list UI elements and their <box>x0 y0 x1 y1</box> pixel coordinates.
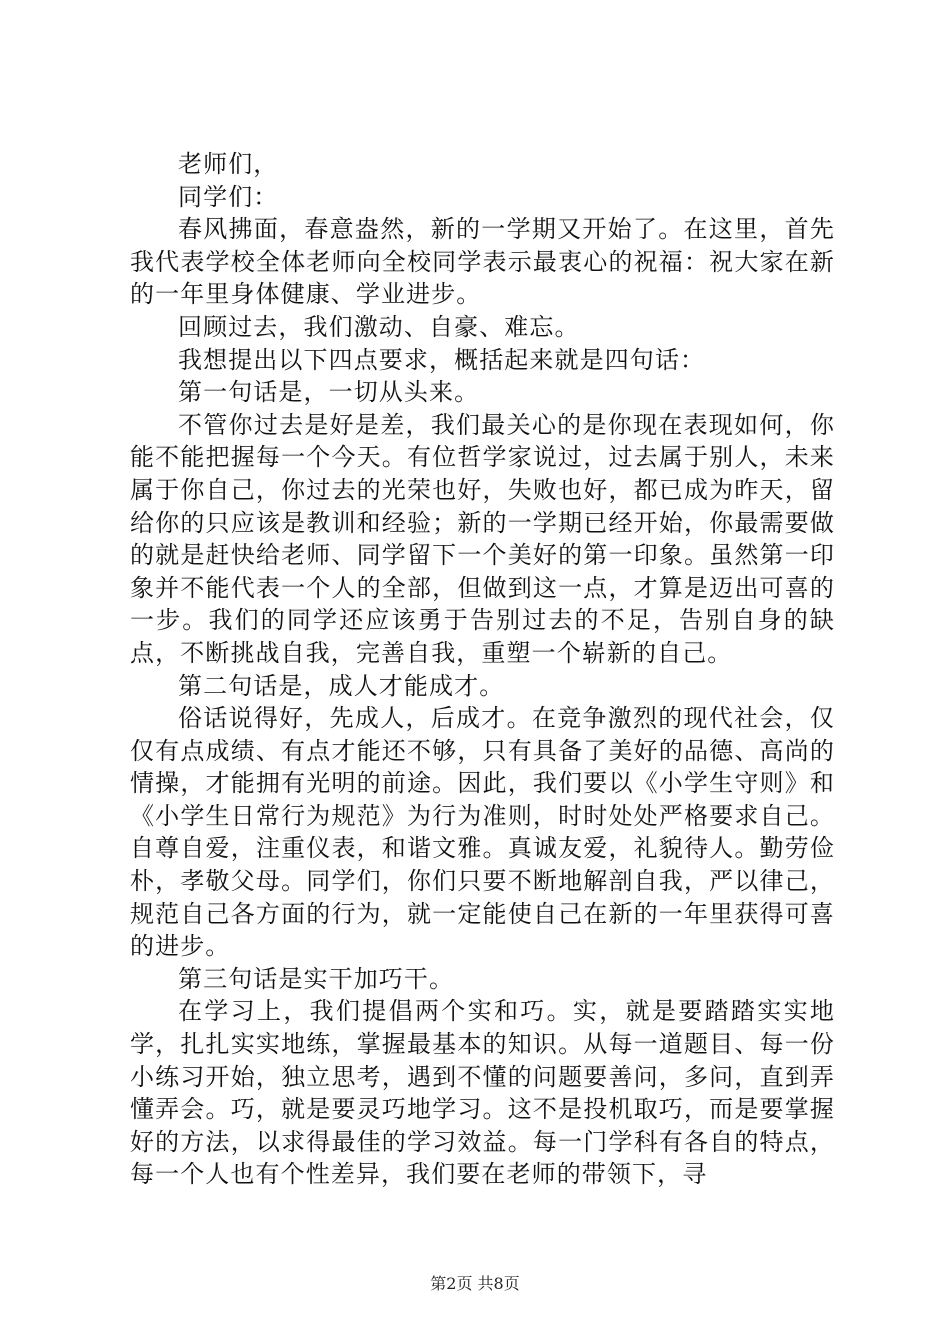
paragraph-point-two: 俗话说得好，先成人，后成才。在竞争激烈的现代社会，仅仅有点成绩、有点才能还不够，只有具备了美好的品德、高尚的情操，才能拥有光明的前途。因此，我们要以《小学生守则》和《小学生日常行为规范》为行为准则，时时处处严格要求自己。自尊自爱，注重仪表，和谐文雅。真诚友爱，礼貌待人。勤劳俭朴，孝敬父母。同学们，你们只要不断地解剖自我，严以律己，规范自己各方面的行为，就一定能使自己在新的一年里获得可喜的进步。 <box>130 704 835 961</box>
paragraph-point-one: 不管你过去是好是差，我们最关心的是你现在表现如何，你能不能把握每一个今天。有位哲学家说过，过去属于别人，未来属于你自己，你过去的光荣也好，失败也好，都已成为昨天，留给你的只应该是教训和经验；新的一学期已经开始，你最需要做的就是赶快给老师、同学留下一个美好的第一印象。虽然第一印象并不能代表一个人的全部，但做到这一点，才算是迈出可喜的一步。我们的同学还应该勇于告别过去的不足，告别自身的缺点，不断挑战自我，完善自我，重塑一个崭新的自己。 <box>130 410 835 667</box>
heading-point-one: 第一句话是，一切从头来。 <box>178 378 480 407</box>
heading-point-three: 第三句话是实干加巧干。 <box>178 964 455 993</box>
paragraph-intro: 春风拂面，春意盎然，新的一学期又开始了。在这里，首先我代表学校全体老师向全校同学表示最衷心的祝福：祝大家在新的一年里身体健康、学业进步。 <box>130 215 835 309</box>
paragraph-greeting-students: 同学们： <box>178 182 279 211</box>
paragraph-greeting-teachers: 老师们， <box>178 150 279 178</box>
paragraph-point-three: 在学习上，我们提倡两个实和巧。实，就是要踏踏实实地学，扎扎实实地练，掌握最基本的知识。从每一道题目、每一份小练习开始，独立思考，遇到不懂的问题要善问，多问，直到弄懂弄会。巧，就是要灵巧地学习。这不是投机取巧，而是要掌握好的方法，以求得最佳的学习效益。每一门学科有各自的特点，每一个人也有个性差异，我们要在老师的带领下，寻 <box>130 997 835 1189</box>
paragraph-review: 回顾过去，我们激动、自豪、难忘。 <box>178 312 580 341</box>
page-number-footer: 第2页 共8页 <box>430 1274 520 1293</box>
heading-point-two: 第二句话是，成人才能成才。 <box>178 671 505 700</box>
body-text <box>130 148 835 1191</box>
paragraph-four-points: 我想提出以下四点要求，概括起来就是四句话： <box>178 345 706 374</box>
